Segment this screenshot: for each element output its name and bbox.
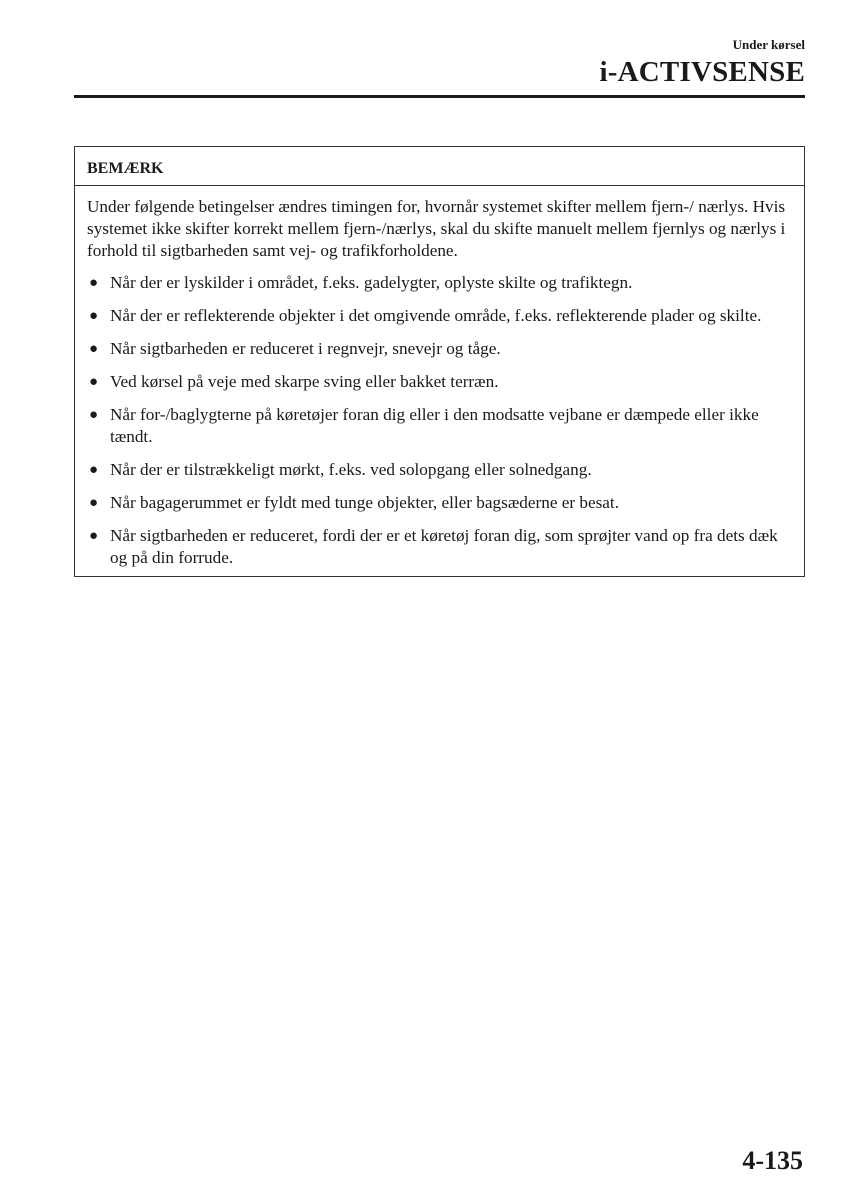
list-item bbox=[87, 371, 790, 393]
list-item bbox=[87, 404, 790, 448]
list-item-text: Når der er tilstrækkeligt mørkt, f.eks. ved solopgang eller solnedgang. bbox=[110, 460, 592, 479]
note-heading: BEMÆRK bbox=[75, 147, 804, 186]
note-list bbox=[87, 272, 790, 569]
page-title: i-ACTIVSENSE bbox=[599, 56, 805, 88]
list-item bbox=[87, 525, 790, 569]
bullet-icon: ● bbox=[89, 528, 99, 544]
list-item-text: Ved kørsel på veje med skarpe sving eller bakket terræn. bbox=[110, 372, 499, 391]
list-item-text: Når der er lyskilder i området, f.eks. gadelygter, oplyste skilte og trafiktegn. bbox=[110, 273, 633, 292]
note-body bbox=[75, 186, 804, 576]
list-item bbox=[87, 492, 790, 514]
page-number: 4-135 bbox=[742, 1146, 803, 1175]
bullet-icon: ● bbox=[89, 275, 99, 291]
list-item-text: Når sigtbarheden er reduceret, fordi der er et køretøj foran dig, som sprøjter vand op fra dets dæk og på din forrude. bbox=[110, 526, 778, 567]
list-item-text: Når for-/baglygterne på køretøjer foran dig eller i den modsatte vejbane er dæmpede eller ikke tændt. bbox=[110, 405, 759, 446]
list-item bbox=[87, 338, 790, 360]
list-item-text: Når bagagerummet er fyldt med tunge objekter, eller bagsæderne er besat. bbox=[110, 493, 620, 512]
list-item-text: Når sigtbarheden er reduceret i regnvejr, snevejr og tåge. bbox=[110, 339, 501, 358]
list-item-text: Når der er reflekterende objekter i det omgivende område, f.eks. reflekterende plader og skilte. bbox=[110, 306, 762, 325]
bullet-icon: ● bbox=[89, 495, 99, 511]
bullet-icon: ● bbox=[89, 341, 99, 357]
bullet-icon: ● bbox=[89, 462, 99, 478]
note-box bbox=[74, 146, 805, 577]
list-item bbox=[87, 459, 790, 481]
list-item bbox=[87, 272, 790, 294]
header-divider bbox=[74, 95, 805, 98]
bullet-icon: ● bbox=[89, 308, 99, 324]
bullet-icon: ● bbox=[89, 374, 99, 390]
section-label: Under kørsel bbox=[732, 37, 805, 52]
note-intro: Under følgende betingelser ændres timingen for, hvornår systemet skifter mellem fjern-/ nærlys. Hvis systemet ikke skifter korrekt mellem fjern-/nærlys, skal du skifte manuelt mellem fjernlys og nærlys i forhold til sigtbarheden samt vej- og trafikforholdene. bbox=[87, 197, 786, 260]
list-item bbox=[87, 305, 790, 327]
bullet-icon: ● bbox=[89, 407, 99, 423]
